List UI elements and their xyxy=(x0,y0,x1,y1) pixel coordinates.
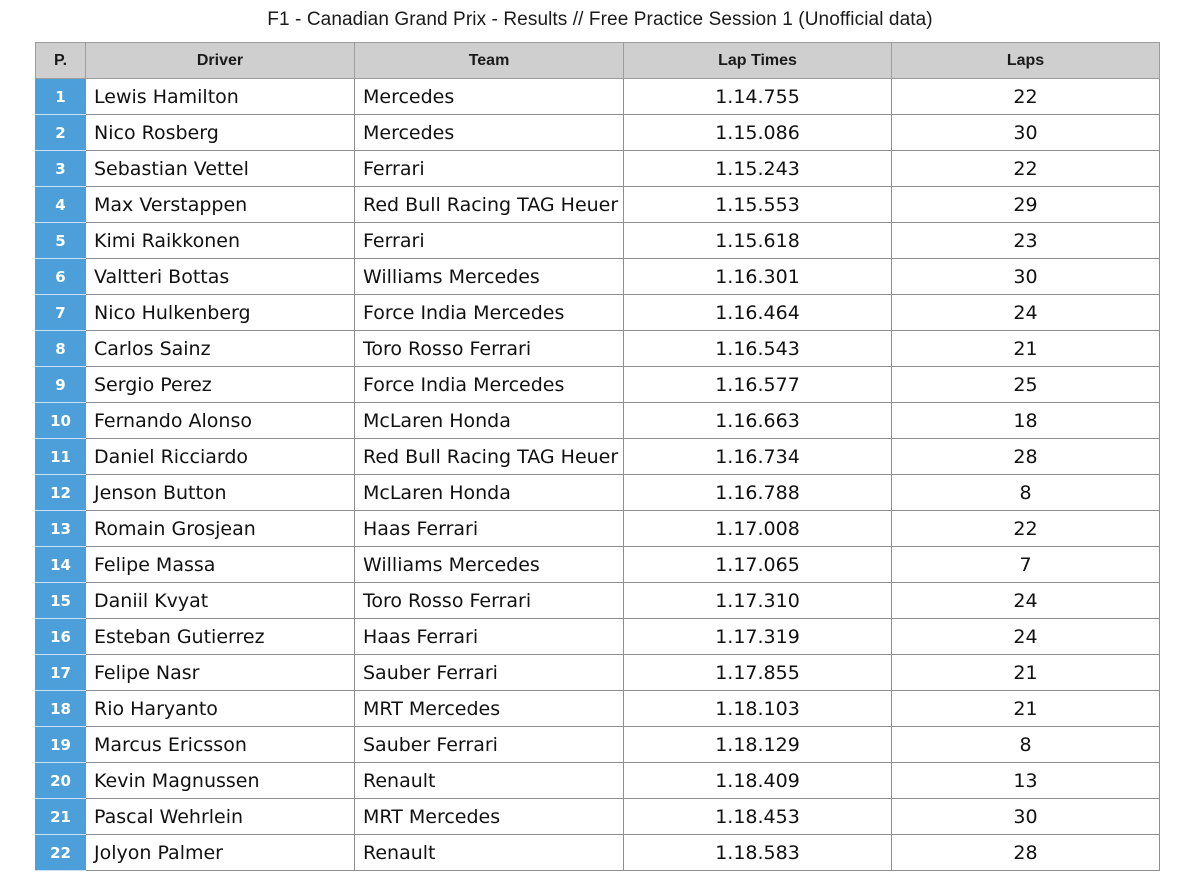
team-cell: Red Bull Racing TAG Heuer xyxy=(355,187,624,223)
driver-cell: Romain Grosjean xyxy=(86,511,355,547)
position-cell: 22 xyxy=(36,835,86,871)
lap-time-cell: 1.18.409 xyxy=(624,763,892,799)
position-cell: 8 xyxy=(36,331,86,367)
lap-time-cell: 1.16.734 xyxy=(624,439,892,475)
table-row xyxy=(36,727,1160,763)
lap-time-cell: 1.16.543 xyxy=(624,331,892,367)
driver-cell: Esteban Gutierrez xyxy=(86,619,355,655)
position-cell: 5 xyxy=(36,223,86,259)
laps-cell: 22 xyxy=(892,511,1160,547)
driver-cell: Felipe Massa xyxy=(86,547,355,583)
lap-time-cell: 1.15.086 xyxy=(624,115,892,151)
table-row xyxy=(36,583,1160,619)
position-cell: 14 xyxy=(36,547,86,583)
driver-cell: Nico Hulkenberg xyxy=(86,295,355,331)
table-row xyxy=(36,475,1160,511)
position-cell: 19 xyxy=(36,727,86,763)
position-cell: 13 xyxy=(36,511,86,547)
driver-cell: Nico Rosberg xyxy=(86,115,355,151)
laps-cell: 24 xyxy=(892,583,1160,619)
team-cell: Sauber Ferrari xyxy=(355,655,624,691)
team-cell: Force India Mercedes xyxy=(355,295,624,331)
laps-cell: 29 xyxy=(892,187,1160,223)
table-row xyxy=(36,295,1160,331)
table-row xyxy=(36,151,1160,187)
results-table xyxy=(35,42,1160,871)
table-row xyxy=(36,403,1160,439)
driver-cell: Carlos Sainz xyxy=(86,331,355,367)
driver-cell: Pascal Wehrlein xyxy=(86,799,355,835)
laps-cell: 24 xyxy=(892,295,1160,331)
driver-cell: Jolyon Palmer xyxy=(86,835,355,871)
table-row xyxy=(36,547,1160,583)
header-driver: Driver xyxy=(86,43,355,79)
team-cell: McLaren Honda xyxy=(355,475,624,511)
laps-cell: 8 xyxy=(892,727,1160,763)
position-cell: 6 xyxy=(36,259,86,295)
lap-time-cell: 1.18.103 xyxy=(624,691,892,727)
position-cell: 15 xyxy=(36,583,86,619)
team-cell: Red Bull Racing TAG Heuer xyxy=(355,439,624,475)
lap-time-cell: 1.18.453 xyxy=(624,799,892,835)
lap-time-cell: 1.15.553 xyxy=(624,187,892,223)
table-body xyxy=(36,79,1160,871)
laps-cell: 13 xyxy=(892,763,1160,799)
driver-cell: Rio Haryanto xyxy=(86,691,355,727)
laps-cell: 28 xyxy=(892,835,1160,871)
table-row xyxy=(36,835,1160,871)
team-cell: Ferrari xyxy=(355,223,624,259)
laps-cell: 21 xyxy=(892,655,1160,691)
position-cell: 3 xyxy=(36,151,86,187)
position-cell: 16 xyxy=(36,619,86,655)
team-cell: Williams Mercedes xyxy=(355,547,624,583)
driver-cell: Felipe Nasr xyxy=(86,655,355,691)
position-cell: 20 xyxy=(36,763,86,799)
team-cell: Haas Ferrari xyxy=(355,619,624,655)
lap-time-cell: 1.17.855 xyxy=(624,655,892,691)
header-laps: Laps xyxy=(892,43,1160,79)
position-cell: 1 xyxy=(36,79,86,115)
table-row xyxy=(36,331,1160,367)
driver-cell: Sergio Perez xyxy=(86,367,355,403)
team-cell: McLaren Honda xyxy=(355,403,624,439)
position-cell: 10 xyxy=(36,403,86,439)
table-row xyxy=(36,691,1160,727)
laps-cell: 8 xyxy=(892,475,1160,511)
laps-cell: 21 xyxy=(892,331,1160,367)
lap-time-cell: 1.17.319 xyxy=(624,619,892,655)
laps-cell: 23 xyxy=(892,223,1160,259)
laps-cell: 30 xyxy=(892,799,1160,835)
table-row xyxy=(36,187,1160,223)
driver-cell: Lewis Hamilton xyxy=(86,79,355,115)
laps-cell: 30 xyxy=(892,115,1160,151)
position-cell: 4 xyxy=(36,187,86,223)
team-cell: Toro Rosso Ferrari xyxy=(355,583,624,619)
driver-cell: Kevin Magnussen xyxy=(86,763,355,799)
lap-time-cell: 1.17.008 xyxy=(624,511,892,547)
table-row xyxy=(36,367,1160,403)
position-cell: 7 xyxy=(36,295,86,331)
position-cell: 21 xyxy=(36,799,86,835)
lap-time-cell: 1.15.243 xyxy=(624,151,892,187)
laps-cell: 7 xyxy=(892,547,1160,583)
driver-cell: Kimi Raikkonen xyxy=(86,223,355,259)
header-lap-times: Lap Times xyxy=(624,43,892,79)
lap-time-cell: 1.15.618 xyxy=(624,223,892,259)
team-cell: Renault xyxy=(355,763,624,799)
team-cell: Renault xyxy=(355,835,624,871)
lap-time-cell: 1.16.663 xyxy=(624,403,892,439)
driver-cell: Jenson Button xyxy=(86,475,355,511)
table-row xyxy=(36,511,1160,547)
driver-cell: Max Verstappen xyxy=(86,187,355,223)
table-row xyxy=(36,223,1160,259)
table-row xyxy=(36,799,1160,835)
position-cell: 18 xyxy=(36,691,86,727)
table-row xyxy=(36,259,1160,295)
laps-cell: 22 xyxy=(892,151,1160,187)
laps-cell: 24 xyxy=(892,619,1160,655)
table-row xyxy=(36,619,1160,655)
driver-cell: Marcus Ericsson xyxy=(86,727,355,763)
lap-time-cell: 1.14.755 xyxy=(624,79,892,115)
team-cell: Mercedes xyxy=(355,115,624,151)
driver-cell: Daniil Kvyat xyxy=(86,583,355,619)
driver-cell: Fernando Alonso xyxy=(86,403,355,439)
team-cell: Ferrari xyxy=(355,151,624,187)
header-row xyxy=(36,43,1160,79)
lap-time-cell: 1.16.301 xyxy=(624,259,892,295)
driver-cell: Sebastian Vettel xyxy=(86,151,355,187)
driver-cell: Daniel Ricciardo xyxy=(86,439,355,475)
lap-time-cell: 1.18.583 xyxy=(624,835,892,871)
page-title: F1 - Canadian Grand Prix - Results // Free Practice Session 1 (Unofficial data) xyxy=(267,9,933,30)
table-row xyxy=(36,439,1160,475)
laps-cell: 22 xyxy=(892,79,1160,115)
laps-cell: 28 xyxy=(892,439,1160,475)
position-cell: 17 xyxy=(36,655,86,691)
table-row xyxy=(36,655,1160,691)
table-row xyxy=(36,115,1160,151)
lap-time-cell: 1.16.464 xyxy=(624,295,892,331)
team-cell: Mercedes xyxy=(355,79,624,115)
laps-cell: 21 xyxy=(892,691,1160,727)
team-cell: Force India Mercedes xyxy=(355,367,624,403)
laps-cell: 25 xyxy=(892,367,1160,403)
lap-time-cell: 1.16.577 xyxy=(624,367,892,403)
laps-cell: 18 xyxy=(892,403,1160,439)
team-cell: Sauber Ferrari xyxy=(355,727,624,763)
laps-cell: 30 xyxy=(892,259,1160,295)
team-cell: Haas Ferrari xyxy=(355,511,624,547)
team-cell: Williams Mercedes xyxy=(355,259,624,295)
position-cell: 9 xyxy=(36,367,86,403)
position-cell: 2 xyxy=(36,115,86,151)
lap-time-cell: 1.16.788 xyxy=(624,475,892,511)
position-cell: 11 xyxy=(36,439,86,475)
lap-time-cell: 1.17.065 xyxy=(624,547,892,583)
table-row xyxy=(36,763,1160,799)
position-cell: 12 xyxy=(36,475,86,511)
header-team: Team xyxy=(355,43,624,79)
team-cell: MRT Mercedes xyxy=(355,799,624,835)
team-cell: Toro Rosso Ferrari xyxy=(355,331,624,367)
team-cell: MRT Mercedes xyxy=(355,691,624,727)
header-position: P. xyxy=(36,43,86,79)
table-header xyxy=(36,43,1160,79)
driver-cell: Valtteri Bottas xyxy=(86,259,355,295)
lap-time-cell: 1.18.129 xyxy=(624,727,892,763)
lap-time-cell: 1.17.310 xyxy=(624,583,892,619)
table-row xyxy=(36,79,1160,115)
